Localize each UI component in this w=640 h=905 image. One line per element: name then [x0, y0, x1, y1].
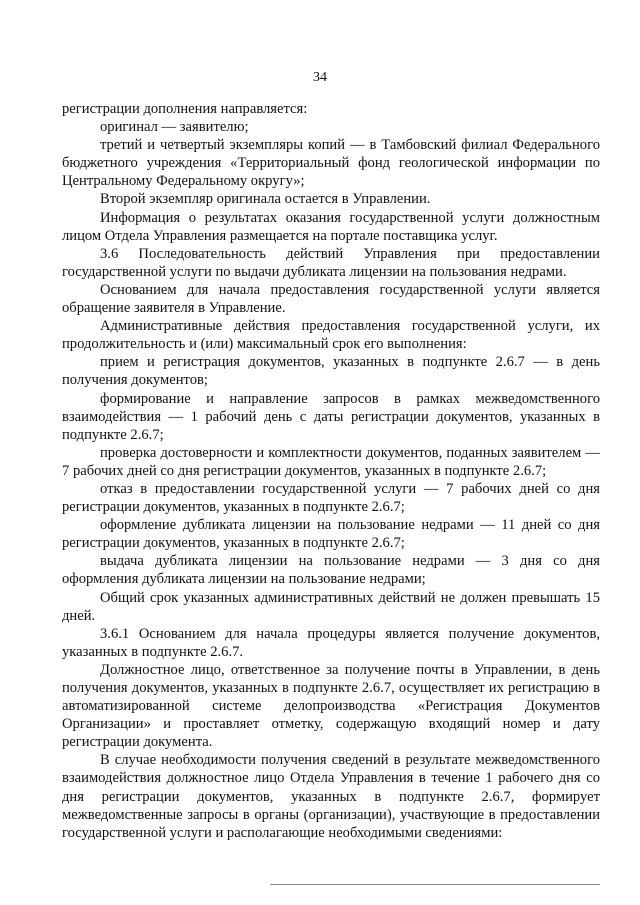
list-item: проверка достоверности и комплектности документов, поданных заявителем — 7 рабочих дней со дня регистрации документов, указанных в подпункте 2.6.7;	[62, 444, 600, 479]
paragraph: Второй экземпляр оригинала остается в Управлении.	[100, 191, 431, 208]
page-number: 34	[313, 70, 327, 85]
list-item: формирование и направление запросов в рамках межведомственного взаимодействия — 1 рабочий день с даты регистрации документов, указанных в подпункте 2.6.7;	[62, 390, 600, 443]
list-item: отказ в предоставлении государственной услуги — 7 рабочих дней со дня регистрации документов, указанных в подпункте 2.6.7;	[62, 480, 600, 516]
list-item: прием и регистрация документов, указанных в подпункте 2.6.7 — в день получения документов;	[62, 354, 600, 389]
paragraph: Общий срок указанных административных действий не должен превышать 15 дней.	[62, 589, 600, 624]
paragraph: третий и четвертый экземпляры копий — в Тамбовский филиал Федерального бюджетного учреждения «Территориальный фонд геологической информации по Центральному Федеральному округу»;	[62, 137, 600, 190]
paragraph: регистрации дополнения направляется:	[62, 101, 308, 117]
paragraph: В случае необходимости получения сведений в результате межведомственного взаимодействия должностное лицо Отдела Управления в течение 1 рабочего дня со дня регистрации документов, указанных в подпункте 2.6.7, формирует межведомственные запросы в органы (организации), участвующие в предоставлении государственной услуги и располагающие необходимыми сведениями:	[62, 752, 600, 841]
paragraph: Информация о результатах оказания государственной услуги должностным лицом Отдела Управления размещается на портале поставщика услуг.	[62, 209, 600, 244]
section-heading: 3.6.1 Основанием для начала процедуры является получение документов, указанных в подпункте 2.6.7.	[62, 625, 600, 660]
paragraph: Должностное лицо, ответственное за получение почты в Управлении, в день получения документов, указанных в подпункте 2.6.7, осуществляет их регистрацию в автоматизированной системе делопроизводства «Регистрация Документов Организации» и проставляет отметку, содержащую входящий номер и дату регистрации документа.	[62, 661, 600, 751]
document-body	[62, 100, 600, 842]
list-item: выдача дубликата лицензии на пользование недрами — 3 дня со дня оформления дубликата лицензии на пользование недрами;	[62, 553, 600, 588]
list-item: оформление дубликата лицензии на пользование недрами — 11 дней со дня регистрации документов, указанных в подпункте 2.6.7;	[62, 517, 600, 552]
paragraph: Основанием для начала предоставления государственной услуги является обращение заявителя в Управление.	[62, 281, 600, 317]
paragraph: оригинал — заявителю;	[100, 119, 249, 136]
footer-divider	[270, 884, 600, 885]
section-heading: 3.6 Последовательность действий Управления при предоставлении государственной услуги по выдачи дубликата лицензии на пользования недрами.	[62, 245, 600, 280]
paragraph: Административные действия предоставления государственной услуги, их продолжительность и (или) максимальный срок его выполнения:	[62, 318, 600, 353]
